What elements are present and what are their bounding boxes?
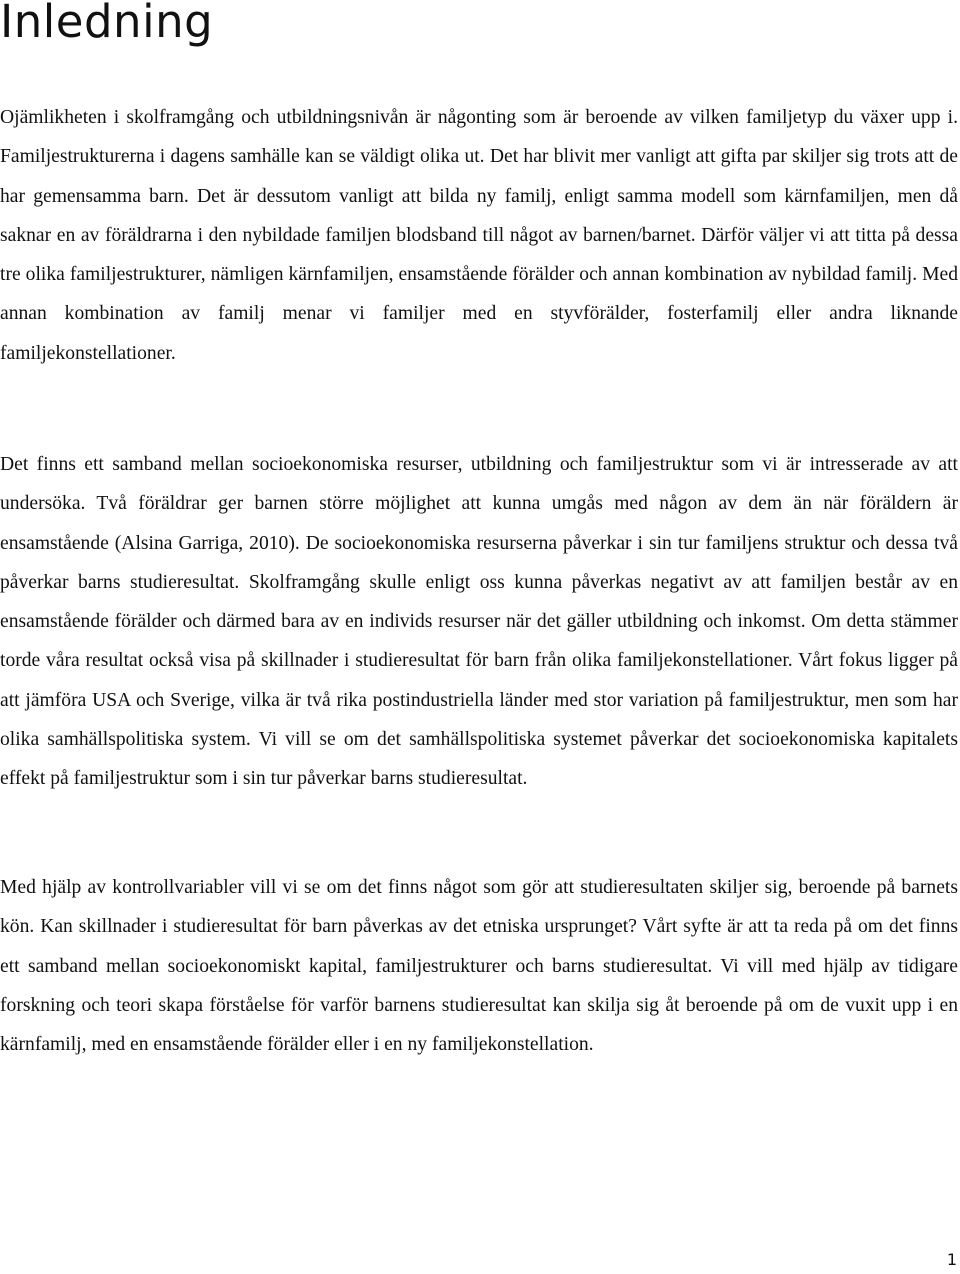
paragraph-3: Med hjälp av kontrollvariabler vill vi se om det finns något som gör att studieresultaten skiljer sig, beroende på barnets kön. Kan skillnader i studieresultat för barn påverkas av det etniska ursprunget? Vårt syfte är att ta reda på om det finns ett samband mellan socioekonomiskt kapital, familjestrukturer och barns studieresultat. Vi vill med hjälp av tidigare forskning och teori skapa förståelse för varför barnens studieresultat kan skilja sig åt beroende på om de vuxit upp i en kärnfamilj, med en ensamstående förälder eller i en ny familjekonstellation. <box>0 877 958 1056</box>
paragraph-2: Det finns ett samband mellan socioekonomiska resurser, utbildning och familjestruktur som vi är intresserade av att undersöka. Två föräldrar ger barnen större möjlighet att kunna umgås med någon av dem än när föräldern är ensamstående (Alsina Garriga, 2010). De socioekonomiska resurserna påverkar i sin tur familjens struktur och dessa två påverkar barns studieresultat. Skolframgång skulle enligt oss kunna påverkas negativt av att familjen består av en ensamstående förälder och därmed bara av en individs resurser när det gäller utbildning och inkomst. Om detta stämmer torde våra resultat också visa på skillnader i studieresultat för barn från olika familjekonstellationer. Vårt fokus ligger på att jämföra USA och Sverige, vilka är två rika postindustriella länder med stor variation på familjestruktur, men som har olika samhällspolitiska system. Vi vill se om det samhällspolitiska systemet påverkar det socioekonomiska kapitalets effekt på familjestruktur som i sin tur påverkar barns studieresultat. <box>0 454 958 790</box>
page-number: 1 <box>946 1250 957 1269</box>
page-title: Inledning <box>0 0 214 48</box>
paragraph-1: Ojämlikheten i skolframgång och utbildningsnivån är någonting som är beroende av vilken familjetyp du växer upp i. Familjestrukturerna i dagens samhälle kan se väldigt olika ut. Det har blivit mer vanligt att gifta par skiljer sig trots att de har gemensamma barn. Det är dessutom vanligt att bilda ny familj, enligt samma modell som kärnfamiljen, men då saknar en av föräldrarna i den nybildade familjen blodsband till något av barnen/barnet. Därför väljer vi att titta på dessa tre olika familjestrukturer, nämligen kärnfamiljen, ensamstående förälder och annan kombination av nybildad familj. Med annan kombination av familj menar vi familjer med en styvförälder, fosterfamilj eller andra liknande familjekonstellationer. <box>0 107 958 364</box>
